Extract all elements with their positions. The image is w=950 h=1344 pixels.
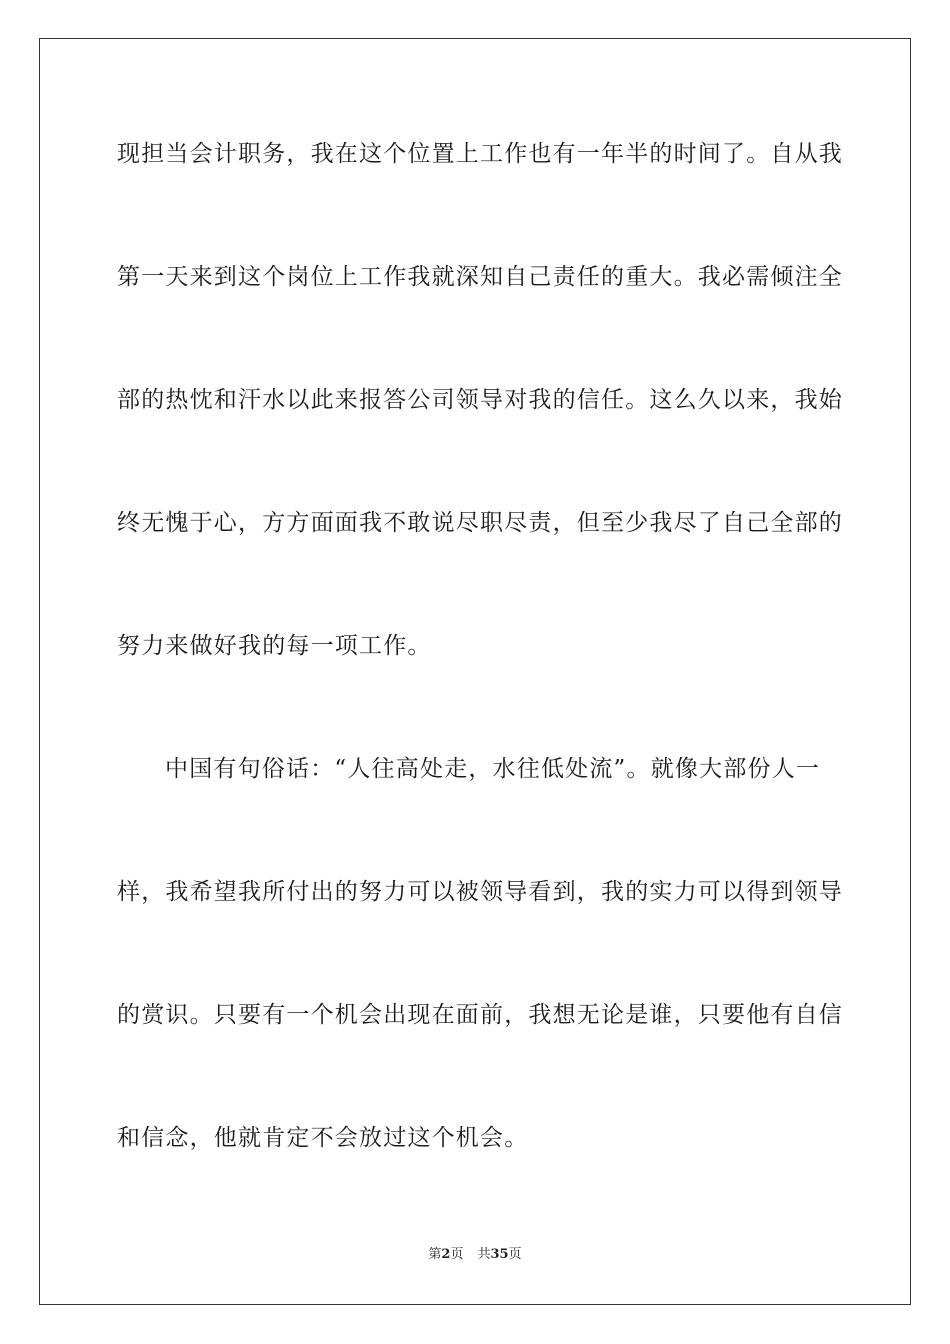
total-prefix: 共 bbox=[477, 1247, 491, 1262]
page-number: 2 bbox=[441, 1247, 451, 1262]
total-suffix: 页 bbox=[508, 1247, 522, 1262]
paragraph-line: 中国有句俗话：“人往高处走，水往低处流”。就像大部份人一 bbox=[165, 756, 821, 782]
paragraph-line: 第一天来到这个岗位上工作我就深知自己责任的重大。我必需倾注全 bbox=[117, 264, 843, 290]
paragraph-line: 努力来做好我的每一项工作。 bbox=[117, 633, 432, 659]
paragraph-line: 现担当会计职务，我在这个位置上工作也有一年半的时间了。自从我 bbox=[117, 141, 843, 167]
paragraph-line: 终无愧于心，方方面面我不敢说尽职尽责，但至少我尽了自己全部的 bbox=[117, 510, 843, 536]
paragraph-line: 和信念，他就肯定不会放过这个机会。 bbox=[117, 1125, 529, 1151]
paragraph-line: 样，我希望我所付出的努力可以被领导看到，我的实力可以得到领导 bbox=[117, 879, 843, 905]
paragraph-line: 的赏识。只要有一个机会出现在面前，我想无论是谁，只要他有自信 bbox=[117, 1002, 843, 1028]
page-border bbox=[39, 38, 911, 1305]
paragraph-line: 部的热忱和汗水以此来报答公司领导对我的信任。这么久以来，我始 bbox=[117, 387, 843, 413]
total-pages: 35 bbox=[490, 1247, 509, 1262]
page-footer bbox=[0, 1246, 950, 1264]
page-prefix: 第 bbox=[428, 1247, 442, 1262]
page-suffix: 页 bbox=[450, 1247, 464, 1262]
